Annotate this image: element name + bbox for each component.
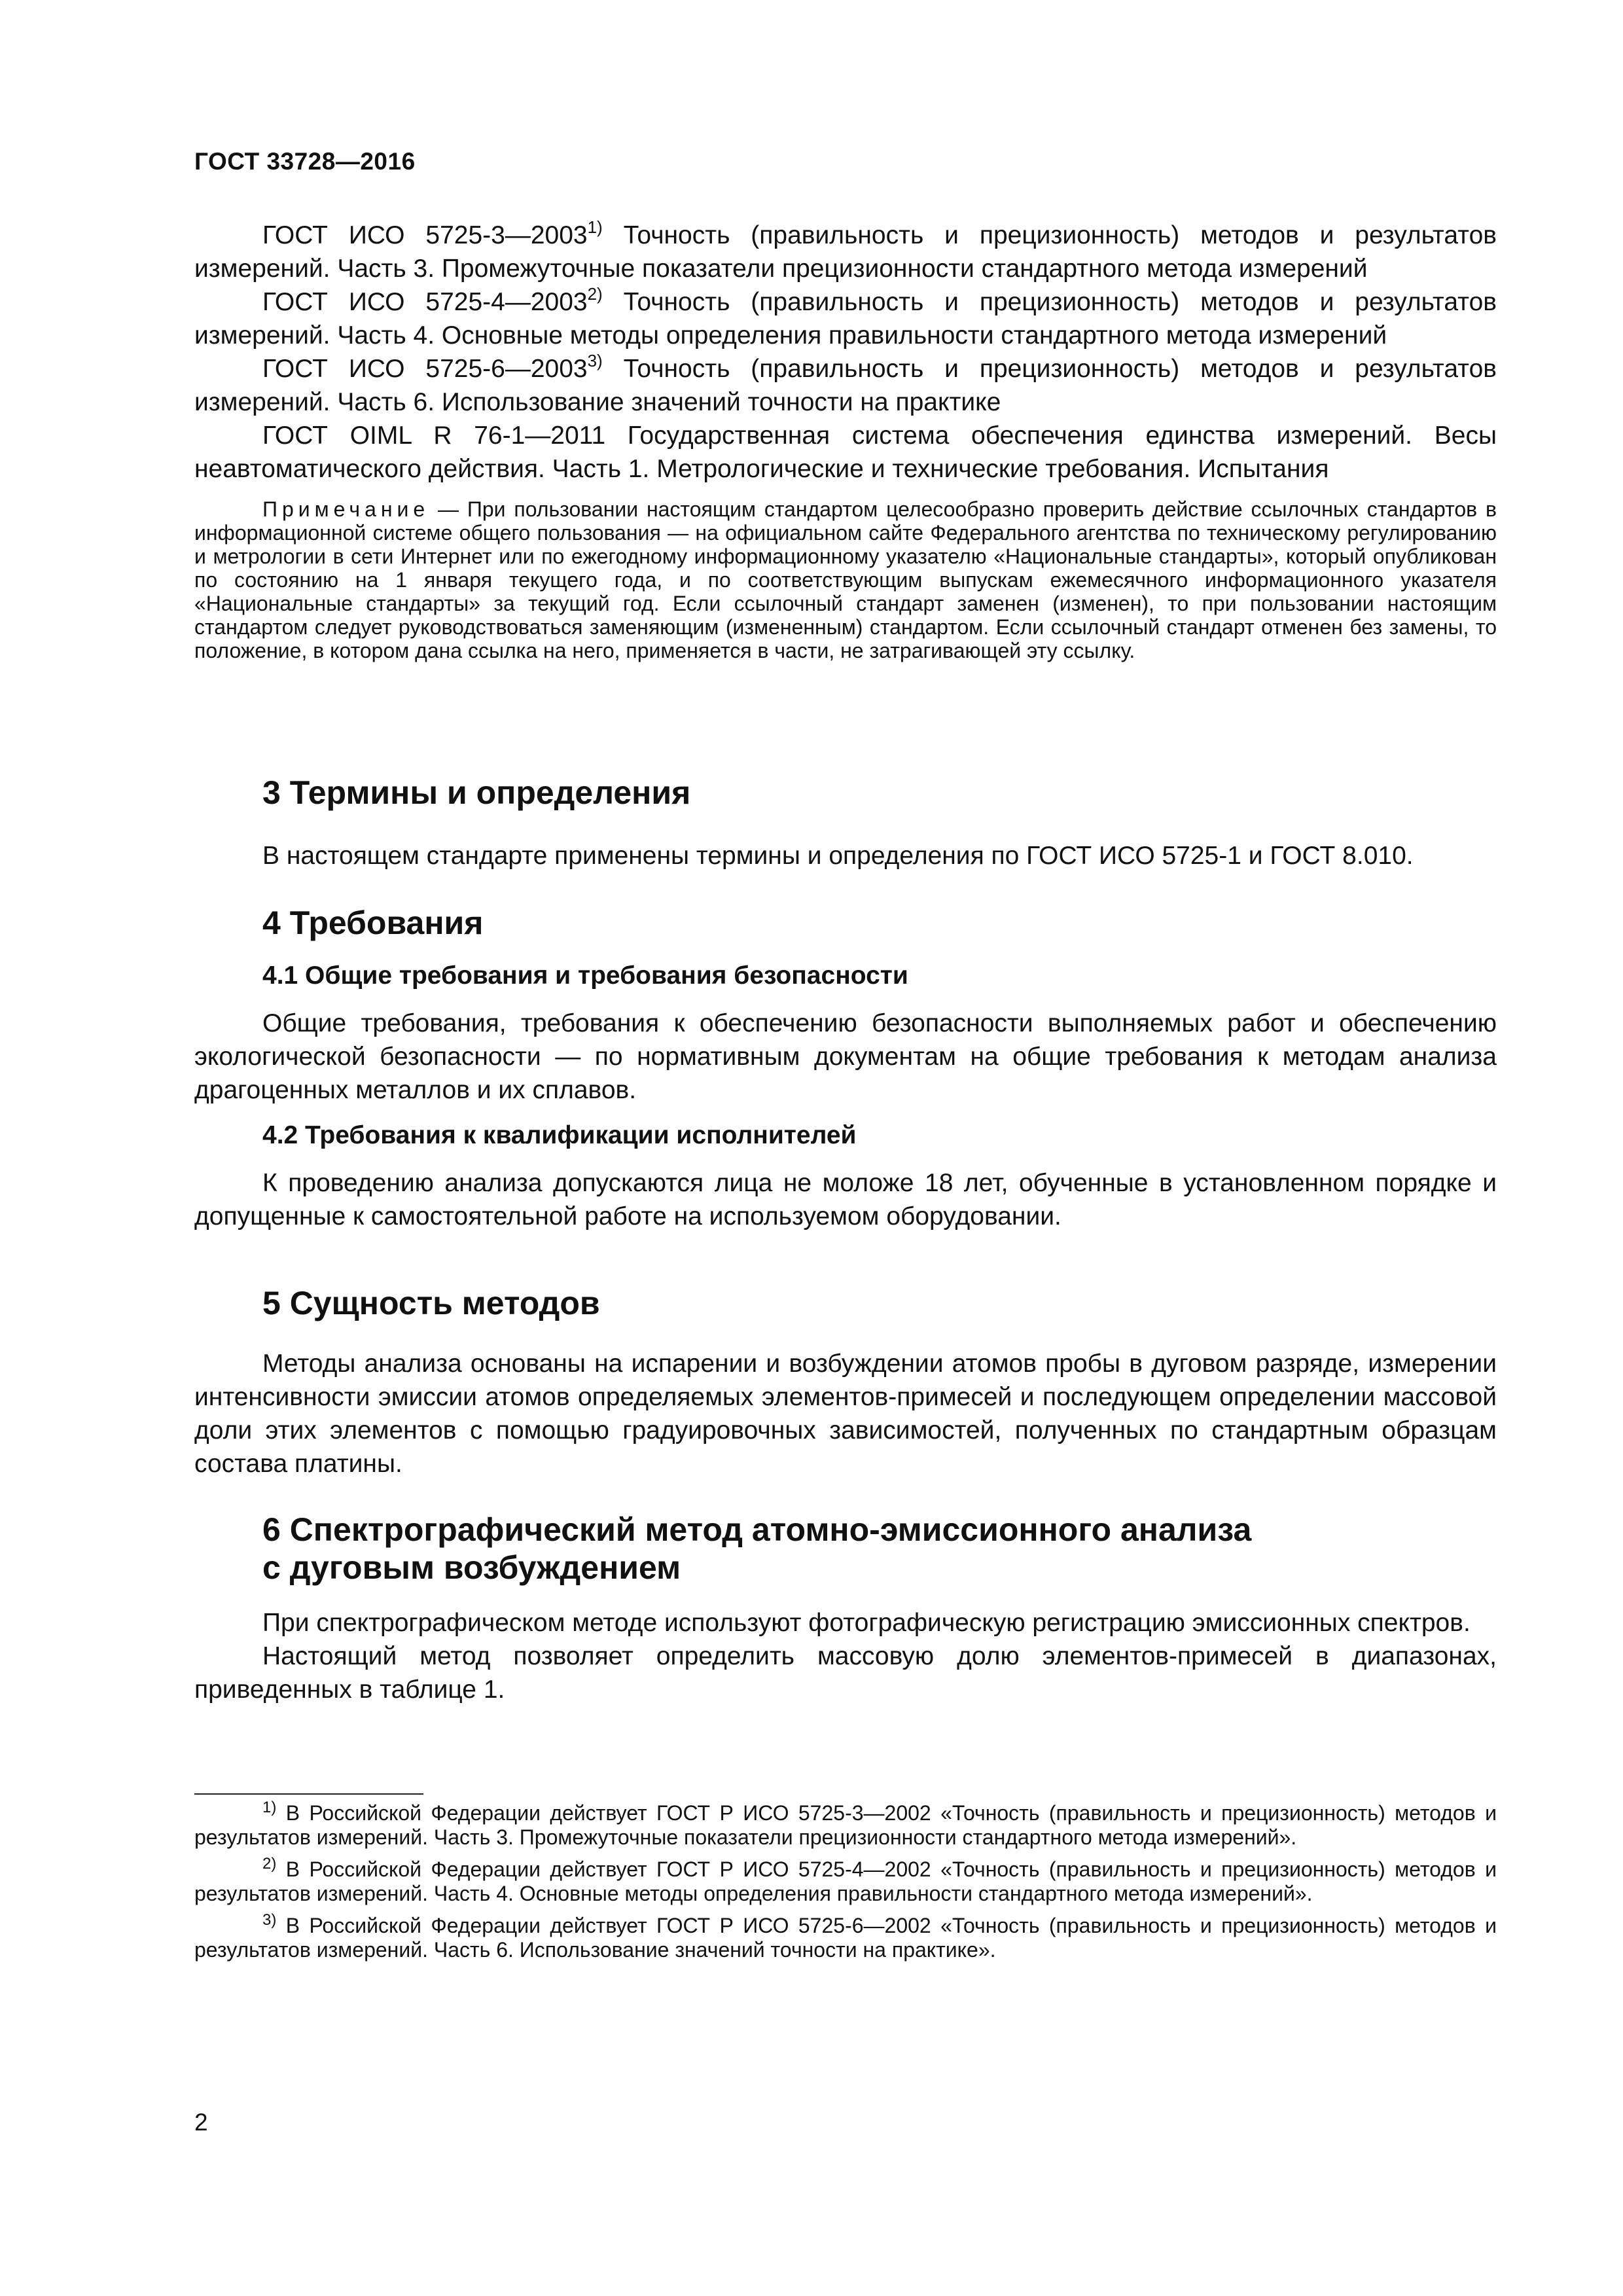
section-5 <box>194 1284 1497 1480</box>
reference-item <box>194 219 1497 285</box>
reference-title: Точность (правильность и прецизионность) методов и результатов измерений. Часть 6. Использование значений точности на практике <box>194 355 1497 416</box>
subsection-heading: 4.2 Требования к квалификации исполнителей <box>262 1121 857 1149</box>
footnote-marker: 2) <box>587 284 603 304</box>
note-label: Примечание <box>262 497 430 521</box>
footnote-separator <box>194 1793 423 1795</box>
document-code-header: ГОСТ 33728—2016 <box>194 148 416 175</box>
section-heading: 3 Термины и определения <box>262 774 691 811</box>
reference-code: ГОСТ ИСО 5725-3—2003 <box>262 221 588 249</box>
reference-title: Точность (правильность и прецизионность) методов и результатов измерений. Часть 3. Промежуточные показатели прецизионности стандартного метода измерений <box>194 221 1497 283</box>
section-text: Методы анализа основаны на испарении и возбуждении атомов пробы в дуговом разряде, измерении интенсивности эмиссии атомов определяемых элементов-примесей и последующем определении массовой доли этих элементов с помощью градуировочных зависимостей, полученных по стандартным образцам состава платины. <box>194 1350 1497 1478</box>
reference-code: ГОСТ ИСО 5725-4—2003 <box>262 288 588 316</box>
reference-code: ГОСТ ИСО 5725-6—2003 <box>262 355 588 383</box>
footnote-marker: 3) <box>587 351 603 370</box>
section-text: Настоящий метод позволяет определить массовую долю элементов-примесей в диапазонах, приведенных в таблице 1. <box>194 1642 1497 1704</box>
note-block <box>194 497 1497 662</box>
footnote-item <box>194 1911 1497 1962</box>
section-heading: 5 Сущность методов <box>262 1285 600 1321</box>
footnote-text: В Российской Федерации действует ГОСТ Р ИСО 5725-4—2002 «Точность (правильность и прецизионность) методов и результатов измерений. Часть 4. Основные методы определения правильности стандартного метода измерений». <box>194 1857 1497 1905</box>
section-text: При спектрографическом методе используют фотографическую регистрацию эмиссионных спектров. <box>262 1609 1471 1637</box>
subsection-text: Общие требования, требования к обеспечению безопасности выполняемых работ и обеспечению экологической безопасности — по нормативным документам на общие требования к методам анализа драгоценных металлов и их сплавов. <box>194 1009 1497 1104</box>
normative-references <box>194 219 1497 486</box>
reference-item <box>194 419 1497 486</box>
footnote-item <box>194 1801 1497 1850</box>
footnotes <box>194 1801 1497 1962</box>
note-text: — При пользовании настоящим стандартом целесообразно проверить действие ссылочных стандартов в информационной системе общего пользования — на официальном сайте Федерального агентства по техническому регулированию и метрологии в сети Интернет или по ежегодному информационному указателю «Национальные стандарты», который опубликован по состоянию на 1 января текущего года, и по соответствующим выпускам ежемесячного информационного указателя «Национальные стандарты» за текущий год. Если ссылочный стандарт заменен (изменен), то при пользовании настоящим стандартом следует руководствоваться заменяющим (измененным) стандартом. Если ссылочный стандарт отменен без замены, то положение, в котором дана ссылка на него, применяется в части, не затрагивающей эту ссылку. <box>194 497 1497 662</box>
footnote-marker: 1) <box>262 1799 277 1816</box>
page-number: 2 <box>194 2109 208 2136</box>
section-4 <box>194 904 1497 1233</box>
section-heading-line1: 6 Спектрографический метод атомно-эмиссионного анализа <box>262 1511 1252 1548</box>
subsection-text: К проведению анализа допускаются лица не моложе 18 лет, обученные в установленном порядке и допущенные к самостоятельной работе на используемом оборудовании. <box>194 1169 1497 1230</box>
note-paragraph <box>194 497 1497 662</box>
reference-item <box>194 285 1497 352</box>
section-text: В настоящем стандарте применены термины и определения по ГОСТ ИСО 5725-1 и ГОСТ 8.010. <box>262 842 1414 870</box>
reference-title: Государственная система обеспечения единства измерений. Весы неавтоматического действия. Часть 1. Метрологические и технические требования. Испытания <box>194 422 1497 483</box>
section-heading: 4 Требования <box>262 905 484 941</box>
footnote-marker: 2) <box>262 1855 277 1873</box>
subsection-heading: 4.1 Общие требования и требования безопасности <box>262 961 908 990</box>
section-3 <box>194 774 1497 872</box>
footnote-text: В Российской Федерации действует ГОСТ Р ИСО 5725-3—2002 «Точность (правильность и прецизионность) методов и результатов измерений. Часть 3. Промежуточные показатели прецизионности стандартного метода измерений». <box>194 1801 1497 1849</box>
section-6 <box>194 1511 1497 1706</box>
section-heading-line2: с дуговым возбуждением <box>262 1549 681 1586</box>
reference-title: Точность (правильность и прецизионность) методов и результатов измерений. Часть 4. Основные методы определения правильности стандартного метода измерений <box>194 288 1497 350</box>
reference-item <box>194 352 1497 419</box>
footnote-item <box>194 1857 1497 1906</box>
footnote-marker: 1) <box>587 217 603 237</box>
footnote-text: В Российской Федерации действует ГОСТ Р ИСО 5725-6—2002 «Точность (правильность и прецизионность) методов и результатов измерений. Часть 6. Использование значений точности на практике». <box>194 1914 1497 1962</box>
reference-code: ГОСТ OIML R 76-1—2011 <box>262 422 606 450</box>
footnote-marker: 3) <box>262 1911 277 1929</box>
